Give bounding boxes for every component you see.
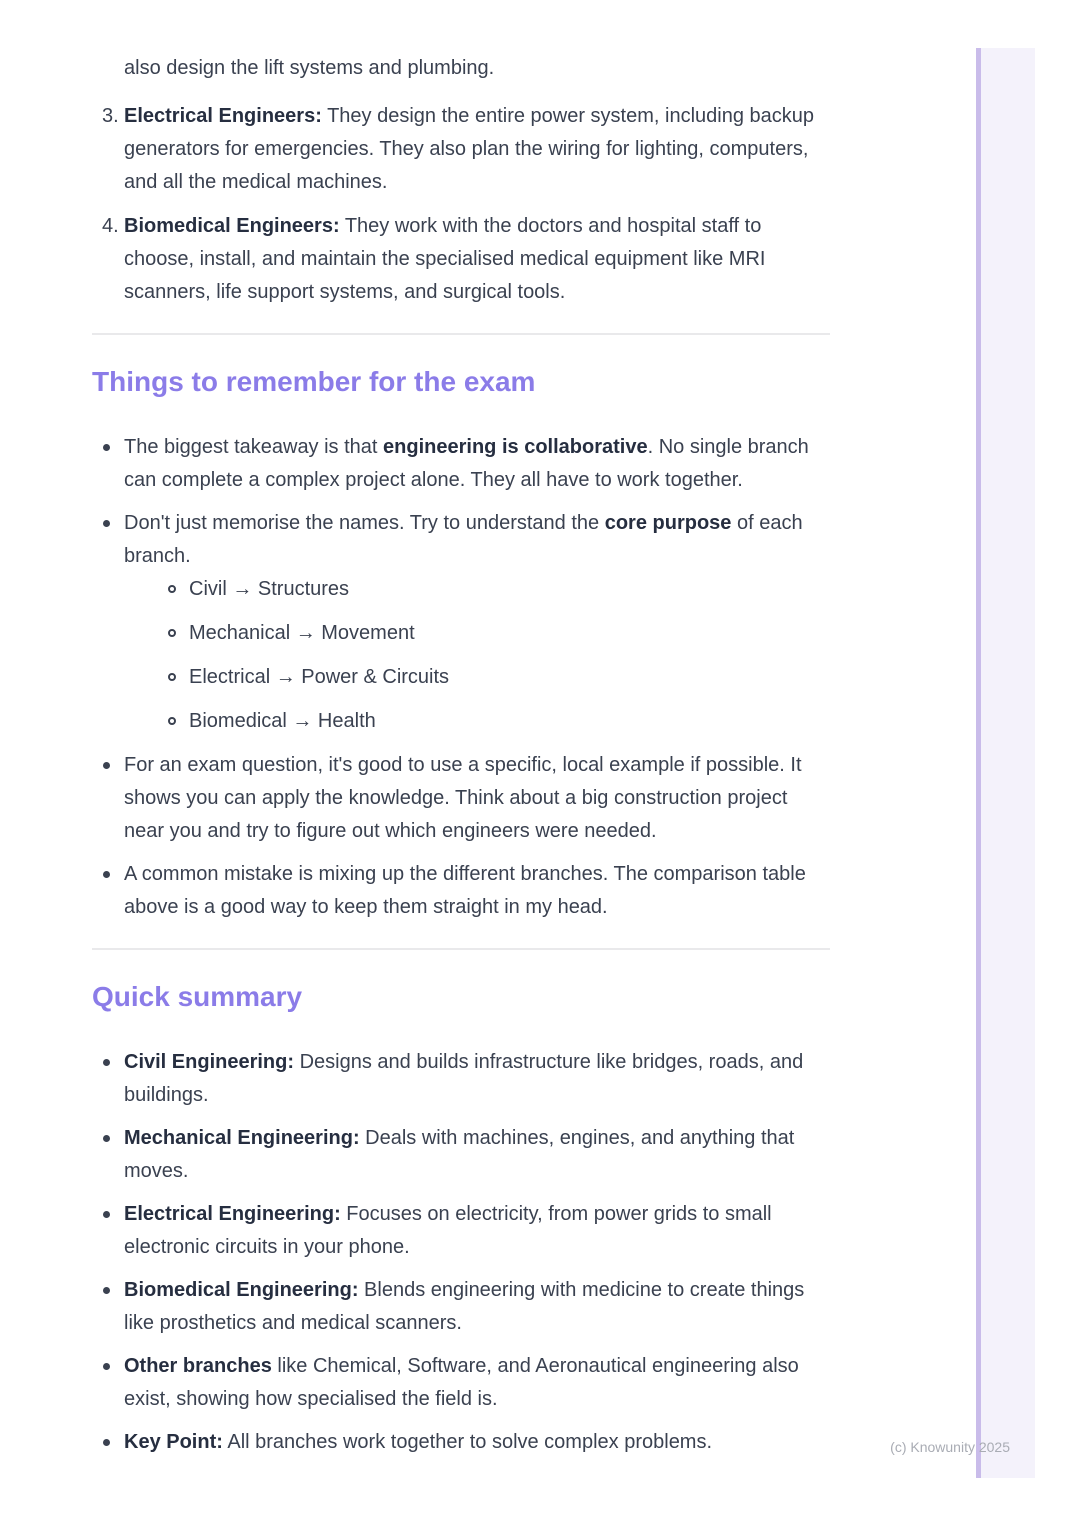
bullet-text: A common mistake is mixing up the different branches. The comparison table above is a good way to keep them straight in my head. bbox=[124, 863, 806, 918]
side-scrollbar[interactable] bbox=[976, 48, 1035, 1478]
bullet-term: Civil Engineering: bbox=[124, 1051, 295, 1073]
item-number: 3. bbox=[102, 105, 119, 127]
bullet-item bbox=[92, 431, 830, 497]
sub-bullet-text: Electrical → Power & Circuits bbox=[189, 666, 450, 688]
sub-bullet-text: Civil → Structures bbox=[189, 578, 350, 600]
sub-bullet-item bbox=[157, 617, 830, 650]
bullet-text: For an exam question, it's good to use a specific, local example if possible. It shows you can apply the knowledge. Think about a big construction project near you and try to figure out which engineers were needed. bbox=[124, 754, 802, 842]
bullet-term: Electrical Engineering: bbox=[124, 1203, 341, 1225]
bullet-item bbox=[92, 1350, 830, 1416]
exam-section-heading: Things to remember for the exam bbox=[92, 366, 536, 397]
bullet-text: Deals with machines, engines, and anything that moves. bbox=[124, 1127, 795, 1182]
sub-bullet-item bbox=[157, 573, 830, 606]
summary-bullet-list bbox=[92, 1046, 830, 1459]
bullet-text: All branches work together to solve complex problems. bbox=[222, 1431, 713, 1453]
bullet-bold: core purpose bbox=[604, 512, 732, 534]
page-content bbox=[92, 0, 830, 1469]
bullet-text: like Chemical, Software, and Aeronautical engineering also exist, showing how specialised the field is. bbox=[124, 1355, 799, 1410]
sub-bullet-item bbox=[157, 705, 830, 738]
sub-bullet-item bbox=[157, 661, 830, 694]
bullet-text: Focuses on electricity, from power grids to small electronic circuits in your phone. bbox=[124, 1203, 772, 1258]
bullet-item bbox=[92, 858, 830, 924]
bullet-term: Other branches bbox=[124, 1355, 272, 1377]
bullet-text: of each branch. bbox=[124, 512, 803, 567]
item-number: 4. bbox=[102, 215, 119, 237]
summary-section-heading: Quick summary bbox=[92, 981, 303, 1012]
sub-bullet-text: Mechanical → Movement bbox=[189, 622, 415, 644]
list-continuation-text: also design the lift systems and plumbing. bbox=[124, 57, 495, 79]
bullet-text: The biggest takeaway is that bbox=[124, 436, 384, 458]
bullet-item bbox=[92, 749, 830, 848]
section-divider bbox=[92, 948, 830, 950]
bullet-text: Blends engineering with medicine to create things like prosthetics and medical scanners. bbox=[124, 1279, 805, 1334]
bullet-item bbox=[92, 507, 830, 738]
item-term: Electrical Engineers: bbox=[124, 105, 322, 127]
bullet-item bbox=[92, 1426, 830, 1459]
numbered-item-3 bbox=[92, 100, 830, 199]
exam-bullet-list bbox=[92, 431, 830, 924]
bullet-term: Key Point: bbox=[124, 1431, 223, 1453]
bullet-text: . No single branch can complete a complex project alone. They all have to work together. bbox=[124, 436, 809, 491]
branch-purpose-sublist bbox=[157, 573, 830, 738]
bullet-item bbox=[92, 1274, 830, 1340]
bullet-item bbox=[92, 1122, 830, 1188]
item-text: They design the entire power system, including backup generators for emergencies. They also plan the wiring for lighting, computers, and all the medical machines. bbox=[124, 105, 815, 193]
item-text: They work with the doctors and hospital staff to choose, install, and maintain the specialised medical equipment like MRI scanners, life support systems, and surgical tools. bbox=[124, 215, 766, 303]
bullet-term: Mechanical Engineering: bbox=[124, 1127, 360, 1149]
bullet-item bbox=[92, 1198, 830, 1264]
section-divider bbox=[92, 333, 830, 335]
bullet-text: Designs and builds infrastructure like bridges, roads, and buildings. bbox=[124, 1051, 804, 1106]
item-term: Biomedical Engineers: bbox=[124, 215, 340, 237]
bullet-text: Don't just memorise the names. Try to understand the bbox=[124, 512, 605, 534]
bullet-item bbox=[92, 1046, 830, 1112]
copyright-notice: (c) Knowunity 2025 bbox=[890, 1439, 1010, 1455]
bullet-term: Biomedical Engineering: bbox=[124, 1279, 359, 1301]
sub-bullet-text: Biomedical → Health bbox=[189, 710, 376, 732]
bullet-bold: engineering is collaborative bbox=[383, 436, 648, 458]
numbered-item-4 bbox=[92, 210, 830, 309]
